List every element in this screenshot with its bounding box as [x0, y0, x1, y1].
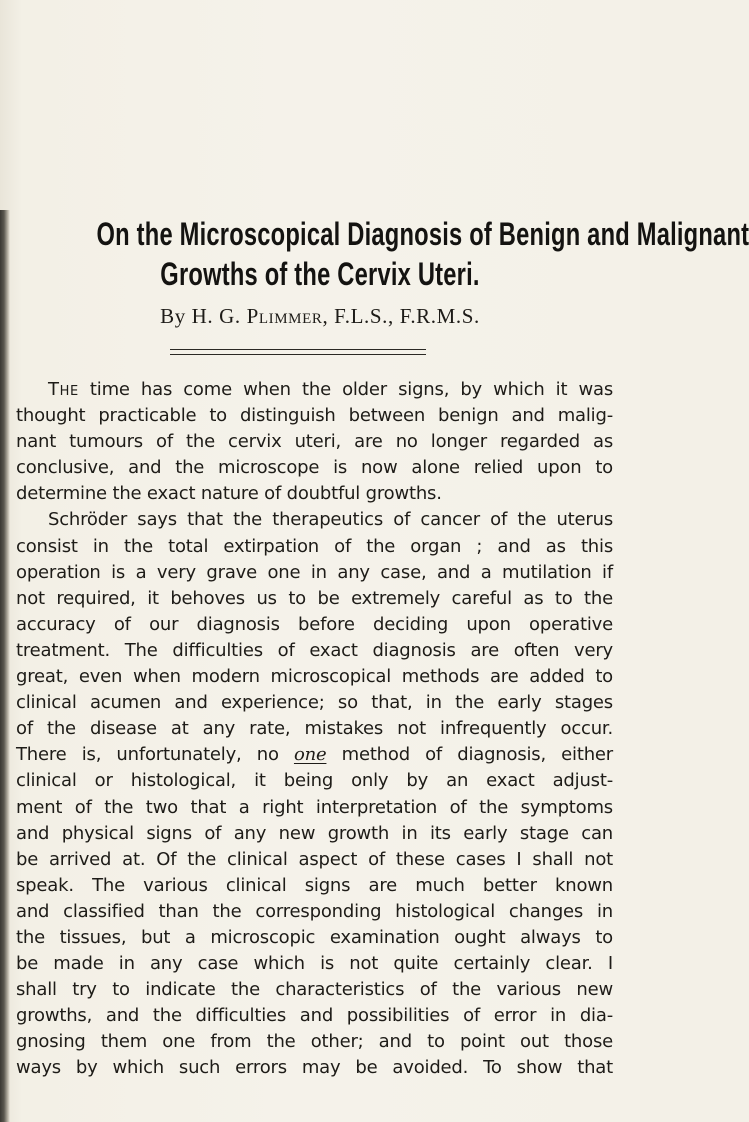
text-line: consist in the total extirpation of the organ ; and as this — [16, 535, 613, 557]
title-divider-rule — [170, 354, 426, 355]
byline-prefix: By — [160, 304, 192, 328]
text-line: treatment. The difficulties of exact diagnosis are often very — [16, 639, 613, 661]
lead-word: The — [48, 379, 79, 400]
text-line: great, even when modern microscopical methods are added to — [16, 666, 613, 688]
text-line-content: method of diagnosis, either — [326, 744, 613, 766]
text-line: be arrived at. Of the clinical aspect of these cases I shall not — [16, 848, 613, 870]
article-title-line-2: Growths of the Cervix Uteri. — [160, 256, 480, 292]
text-line: ways by which such errors may be avoided. To show that — [16, 1057, 613, 1079]
page-gutter-shadow — [0, 210, 10, 1122]
title-divider-rule — [170, 349, 426, 350]
author-byline — [0, 302, 640, 330]
text-line: Schröder says that the therapeutics of cancer of the uterus — [48, 509, 613, 531]
text-line: and physical signs of any new growth in its early stage can — [16, 822, 613, 844]
text-line-content: There is, unfortunately, no — [16, 744, 294, 766]
text-line: not required, it behoves us to be extremely careful as to the — [16, 587, 613, 609]
text-line — [16, 377, 613, 403]
text-line: of the disease at any rate, mistakes not infrequently occur. — [16, 718, 613, 740]
text-line — [16, 481, 613, 507]
text-line: operation is a very grave one in any case, and a mutilation if — [16, 561, 613, 583]
article-title-line-1: On the Microscopical Diagnosis of Benign and Malignant — [96, 216, 749, 252]
text-line: clinical or histological, it being only by an exact adjust- — [16, 770, 613, 792]
text-line: speak. The various clinical signs are much better known — [16, 874, 613, 896]
text-line — [16, 742, 613, 768]
text-line: ment of the two that a right interpretation of the symptoms — [16, 796, 613, 818]
article-body — [16, 377, 613, 1082]
emphasized-word: one — [293, 744, 327, 766]
text-line: be made in any case which is not quite certainly clear. I — [16, 953, 613, 975]
text-line: thought practicable to distinguish between benign and malig- — [16, 405, 613, 427]
author-name: H. G. Plimmer, F.L.S., F.R.M.S. — [191, 304, 480, 328]
text-line-content: determine the exact nature of doubtful growths. — [16, 483, 442, 505]
text-line: gnosing them one from the other; and to point out those — [16, 1031, 613, 1053]
text-line-content: time has come when the older signs, by which it was — [78, 379, 613, 400]
text-line: nant tumours of the cervix uteri, are no longer regarded as — [16, 431, 613, 453]
text-line: accuracy of our diagnosis before deciding upon operative — [16, 613, 613, 635]
text-line: clinical acumen and experience; so that, in the early stages — [16, 692, 613, 714]
text-line: conclusive, and the microscope is now alone relied upon to — [16, 457, 613, 479]
text-line: the tissues, but a microscopic examination ought always to — [16, 926, 613, 948]
text-line: and classified than the corresponding histological changes in — [16, 900, 613, 922]
text-line: growths, and the difficulties and possibilities of error in dia- — [16, 1005, 613, 1027]
text-line: shall try to indicate the characteristics of the various new — [16, 979, 613, 1001]
